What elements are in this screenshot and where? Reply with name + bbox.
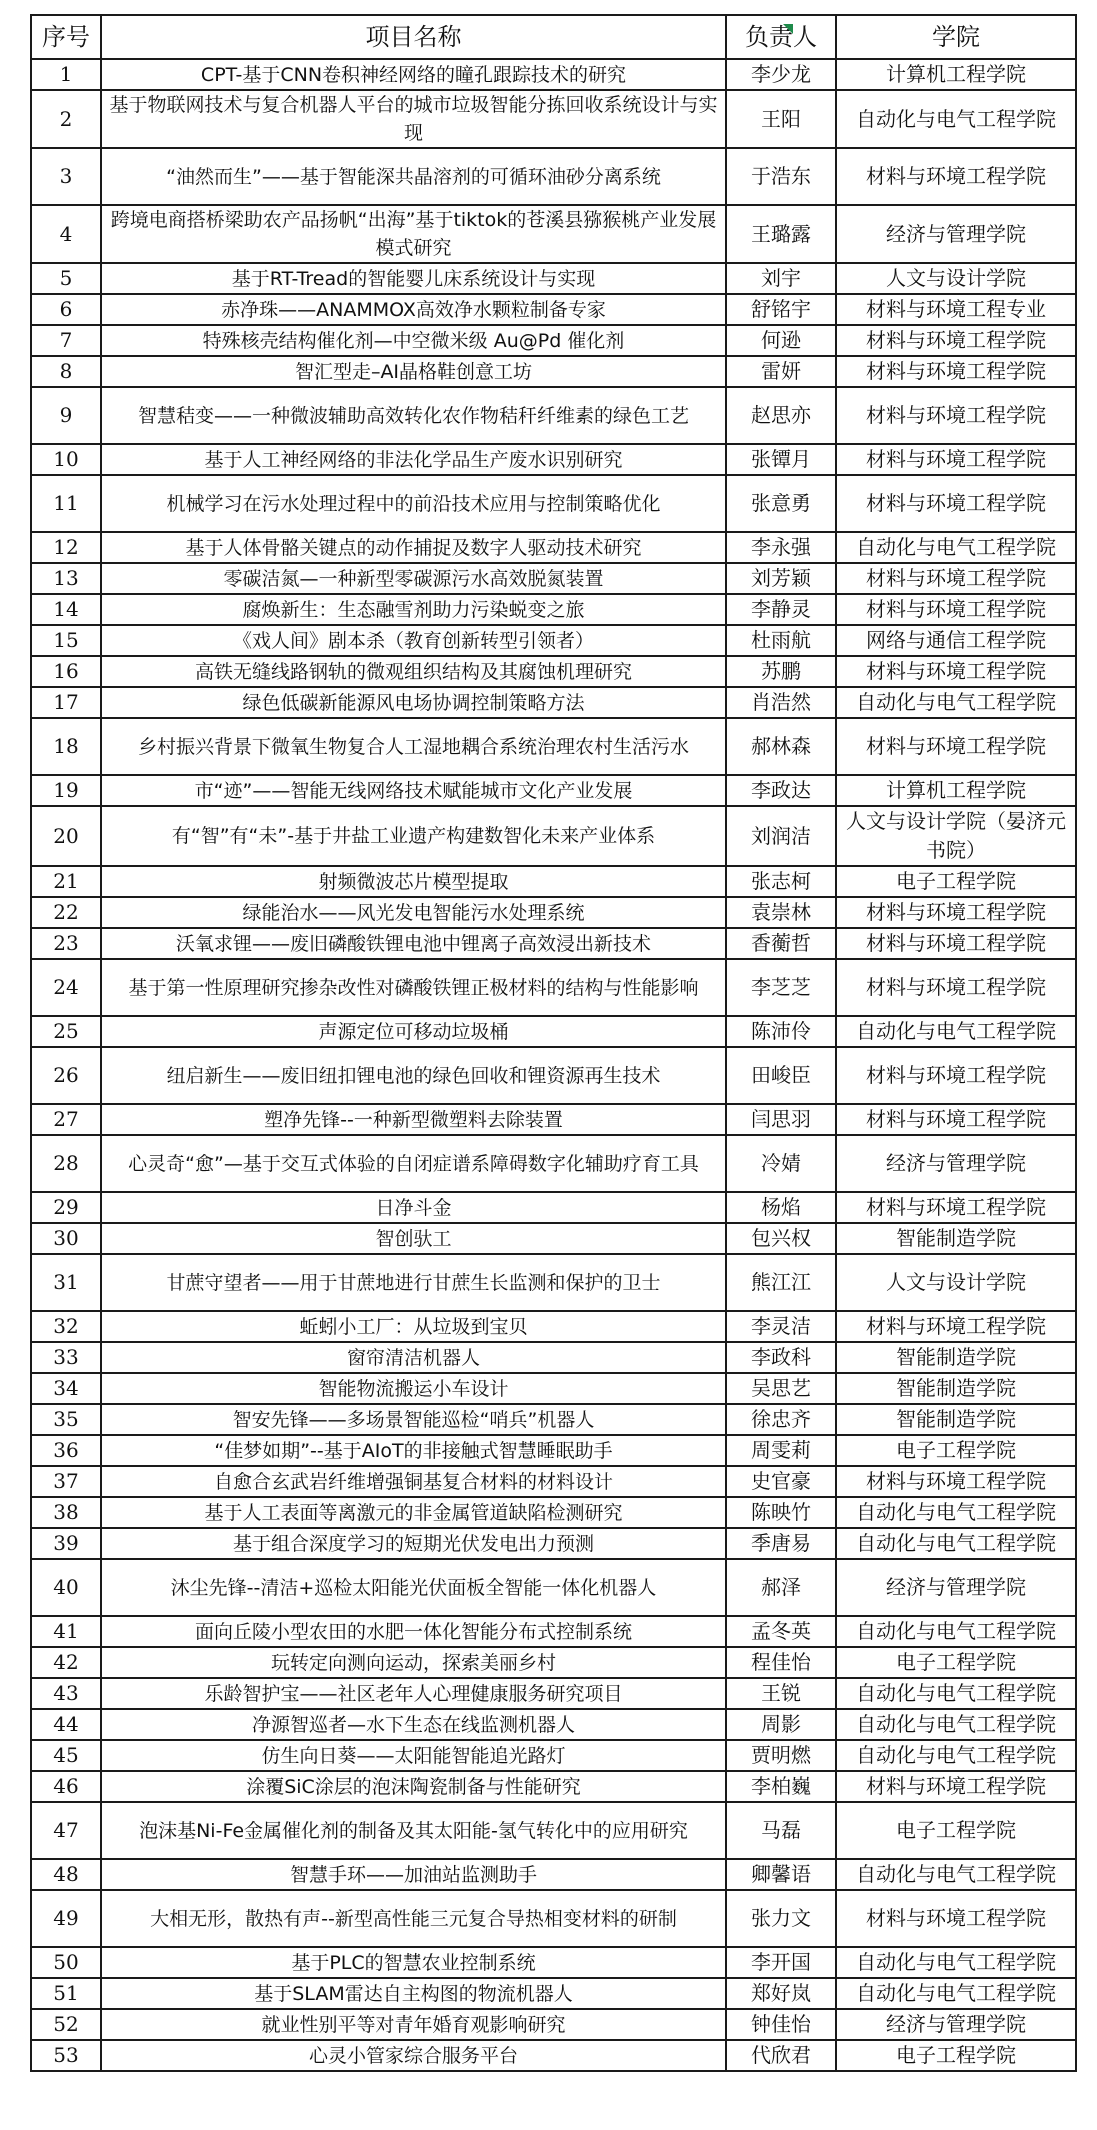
leader-cell: 刘润洁 (726, 806, 836, 866)
seq-cell: 1 (31, 59, 101, 90)
college-cell: 经济与管理学院 (836, 2009, 1076, 2040)
project-cell: 腐焕新生：生态融雪剂助力污染蜕变之旅 (101, 594, 726, 625)
leader-cell: 吴思艺 (726, 1373, 836, 1404)
table-row (31, 1528, 1076, 1559)
college-cell: 智能制造学院 (836, 1342, 1076, 1373)
college-cell: 智能制造学院 (836, 1223, 1076, 1254)
project-cell: 基于第一性原理研究掺杂改性对磷酸铁锂正极材料的结构与性能影响 (101, 959, 726, 1016)
seq-cell: 42 (31, 1647, 101, 1678)
leader-cell: 于浩东 (726, 148, 836, 205)
seq-cell: 44 (31, 1709, 101, 1740)
comment-indicator-icon (783, 24, 793, 34)
leader-cell: 张意勇 (726, 475, 836, 532)
table-row (31, 1678, 1076, 1709)
project-cell: 智安先锋——多场景智能巡检“哨兵”机器人 (101, 1404, 726, 1435)
leader-cell: 袁崇林 (726, 897, 836, 928)
table-row (31, 1016, 1076, 1047)
seq-cell: 39 (31, 1528, 101, 1559)
college-cell: 自动化与电气工程学院 (836, 1678, 1076, 1709)
table-row (31, 1709, 1076, 1740)
table-row (31, 387, 1076, 444)
leader-cell: 陈沛伶 (726, 1016, 836, 1047)
leader-cell: 贾明燃 (726, 1740, 836, 1771)
college-cell: 材料与环境工程学院 (836, 1466, 1076, 1497)
project-cell: 声源定位可移动垃圾桶 (101, 1016, 726, 1047)
project-cell: 高铁无缝线路钢轨的微观组织结构及其腐蚀机理研究 (101, 656, 726, 687)
seq-cell: 50 (31, 1947, 101, 1978)
header-project: 项目名称 (101, 15, 726, 59)
college-cell: 经济与管理学院 (836, 1559, 1076, 1616)
table-row (31, 1311, 1076, 1342)
college-cell: 自动化与电气工程学院 (836, 1616, 1076, 1647)
seq-cell: 4 (31, 205, 101, 263)
college-cell: 人文与设计学院 (836, 263, 1076, 294)
table-row (31, 294, 1076, 325)
leader-cell: 李政达 (726, 775, 836, 806)
college-cell: 自动化与电气工程学院 (836, 1497, 1076, 1528)
project-cell: 射频微波芯片模型提取 (101, 866, 726, 897)
college-cell: 材料与环境工程学院 (836, 1047, 1076, 1104)
table-row (31, 1947, 1076, 1978)
project-cell: 机械学习在污水处理过程中的前沿技术应用与控制策略优化 (101, 475, 726, 532)
leader-cell: 李柏巍 (726, 1771, 836, 1802)
college-cell: 电子工程学院 (836, 866, 1076, 897)
leader-cell: 程佳怡 (726, 1647, 836, 1678)
leader-cell: 代欣君 (726, 2040, 836, 2071)
project-cell: 基于人工神经网络的非法化学品生产废水识别研究 (101, 444, 726, 475)
table-row (31, 205, 1076, 263)
project-table (30, 14, 1077, 2072)
college-cell: 材料与环境工程学院 (836, 594, 1076, 625)
leader-cell: 李芝芝 (726, 959, 836, 1016)
college-cell: 经济与管理学院 (836, 1135, 1076, 1192)
college-cell: 电子工程学院 (836, 2040, 1076, 2071)
seq-cell: 5 (31, 263, 101, 294)
leader-cell: 钟佳怡 (726, 2009, 836, 2040)
college-cell: 电子工程学院 (836, 1647, 1076, 1678)
project-cell: 就业性别平等对青年婚育观影响研究 (101, 2009, 726, 2040)
table-row (31, 1342, 1076, 1373)
table-row (31, 356, 1076, 387)
project-cell: 蚯蚓小工厂：从垃圾到宝贝 (101, 1311, 726, 1342)
project-cell: 日净斗金 (101, 1192, 726, 1223)
table-body (31, 59, 1076, 2071)
seq-cell: 23 (31, 928, 101, 959)
seq-cell: 16 (31, 656, 101, 687)
college-cell: 自动化与电气工程学院 (836, 1528, 1076, 1559)
seq-cell: 28 (31, 1135, 101, 1192)
table-row (31, 1771, 1076, 1802)
project-cell: 零碳洁氮—一种新型零碳源污水高效脱氮装置 (101, 563, 726, 594)
project-cell: CPT-基于CNN卷积神经网络的瞳孔跟踪技术的研究 (101, 59, 726, 90)
project-cell: 仿生向日葵——太阳能智能追光路灯 (101, 1740, 726, 1771)
project-cell: “佳梦如期”--基于AIoT的非接触式智慧睡眠助手 (101, 1435, 726, 1466)
leader-cell: 郝泽 (726, 1559, 836, 1616)
table-row (31, 444, 1076, 475)
project-cell: 智能物流搬运小车设计 (101, 1373, 726, 1404)
seq-cell: 12 (31, 532, 101, 563)
table-row (31, 563, 1076, 594)
leader-cell: 苏鹏 (726, 656, 836, 687)
header-seq: 序号 (31, 15, 101, 59)
college-cell: 自动化与电气工程学院 (836, 1709, 1076, 1740)
table-row (31, 1192, 1076, 1223)
seq-cell: 41 (31, 1616, 101, 1647)
seq-cell: 13 (31, 563, 101, 594)
leader-cell: 刘芳颖 (726, 563, 836, 594)
table-row (31, 1435, 1076, 1466)
college-cell: 材料与环境工程学院 (836, 325, 1076, 356)
leader-cell: 季唐易 (726, 1528, 836, 1559)
college-cell: 自动化与电气工程学院 (836, 532, 1076, 563)
table-row (31, 1497, 1076, 1528)
project-cell: 甘蔗守望者——用于甘蔗地进行甘蔗生长监测和保护的卫士 (101, 1254, 726, 1311)
seq-cell: 15 (31, 625, 101, 656)
college-cell: 计算机工程学院 (836, 59, 1076, 90)
college-cell: 智能制造学院 (836, 1404, 1076, 1435)
leader-cell: 闫思羽 (726, 1104, 836, 1135)
leader-cell: 史官豪 (726, 1466, 836, 1497)
seq-cell: 47 (31, 1802, 101, 1859)
seq-cell: 21 (31, 866, 101, 897)
seq-cell: 30 (31, 1223, 101, 1254)
seq-cell: 2 (31, 90, 101, 148)
seq-cell: 17 (31, 687, 101, 718)
college-cell: 人文与设计学院（晏济元书院） (836, 806, 1076, 866)
project-cell: 面向丘陵小型农田的水肥一体化智能分布式控制系统 (101, 1616, 726, 1647)
header-leader: 负责人 (726, 15, 836, 59)
seq-cell: 43 (31, 1678, 101, 1709)
leader-cell: 郑好岚 (726, 1978, 836, 2009)
project-cell: 玩转定向测向运动，探索美丽乡村 (101, 1647, 726, 1678)
table-row (31, 1647, 1076, 1678)
seq-cell: 20 (31, 806, 101, 866)
project-cell: 基于组合深度学习的短期光伏发电出力预测 (101, 1528, 726, 1559)
leader-cell: 周影 (726, 1709, 836, 1740)
leader-cell: 何逊 (726, 325, 836, 356)
leader-cell: 舒铭宇 (726, 294, 836, 325)
seq-cell: 6 (31, 294, 101, 325)
college-cell: 经济与管理学院 (836, 205, 1076, 263)
table-row (31, 625, 1076, 656)
table-row (31, 263, 1076, 294)
college-cell: 材料与环境工程学院 (836, 1104, 1076, 1135)
project-cell: 塑净先锋--一种新型微塑料去除装置 (101, 1104, 726, 1135)
project-cell: 乐龄智护宝——社区老年人心理健康服务研究项目 (101, 1678, 726, 1709)
project-cell: 智慧手环——加油站监测助手 (101, 1859, 726, 1890)
seq-cell: 24 (31, 959, 101, 1016)
header-row (31, 15, 1076, 59)
leader-cell: 肖浩然 (726, 687, 836, 718)
college-cell: 材料与环境工程学院 (836, 1192, 1076, 1223)
leader-cell: 熊江江 (726, 1254, 836, 1311)
college-cell: 材料与环境工程学院 (836, 444, 1076, 475)
seq-cell: 51 (31, 1978, 101, 2009)
leader-cell: 张镡月 (726, 444, 836, 475)
project-cell: 绿能治水——风光发电智能污水处理系统 (101, 897, 726, 928)
leader-cell: 冷婧 (726, 1135, 836, 1192)
table-row (31, 2009, 1076, 2040)
table-row (31, 59, 1076, 90)
seq-cell: 31 (31, 1254, 101, 1311)
table-row (31, 1978, 1076, 2009)
college-cell: 自动化与电气工程学院 (836, 1859, 1076, 1890)
table-row (31, 866, 1076, 897)
college-cell: 电子工程学院 (836, 1802, 1076, 1859)
table-row (31, 959, 1076, 1016)
college-cell: 自动化与电气工程学院 (836, 1978, 1076, 2009)
leader-cell: 李灵洁 (726, 1311, 836, 1342)
leader-cell: 包兴权 (726, 1223, 836, 1254)
project-cell: 乡村振兴背景下微氧生物复合人工湿地耦合系统治理农村生活污水 (101, 718, 726, 775)
table-row (31, 656, 1076, 687)
seq-cell: 25 (31, 1016, 101, 1047)
college-cell: 自动化与电气工程学院 (836, 1947, 1076, 1978)
project-cell: 基于人工表面等离激元的非金属管道缺陷检测研究 (101, 1497, 726, 1528)
table-row (31, 90, 1076, 148)
project-cell: 《戏人间》剧本杀（教育创新转型引领者） (101, 625, 726, 656)
table-row (31, 1466, 1076, 1497)
table-row (31, 1559, 1076, 1616)
project-cell: 基于物联网技术与复合机器人平台的城市垃圾智能分拣回收系统设计与实现 (101, 90, 726, 148)
table-row (31, 1373, 1076, 1404)
college-cell: 材料与环境工程学院 (836, 475, 1076, 532)
table-row (31, 148, 1076, 205)
leader-cell: 陈映竹 (726, 1497, 836, 1528)
seq-cell: 9 (31, 387, 101, 444)
college-cell: 材料与环境工程学院 (836, 718, 1076, 775)
table-row (31, 532, 1076, 563)
leader-cell: 张志柯 (726, 866, 836, 897)
college-cell: 计算机工程学院 (836, 775, 1076, 806)
college-cell: 材料与环境工程学院 (836, 1890, 1076, 1947)
project-cell: 沐尘先锋--清洁+巡检太阳能光伏面板全智能一体化机器人 (101, 1559, 726, 1616)
leader-cell: 王锐 (726, 1678, 836, 1709)
college-cell: 自动化与电气工程学院 (836, 1016, 1076, 1047)
seq-cell: 33 (31, 1342, 101, 1373)
leader-cell: 李静灵 (726, 594, 836, 625)
seq-cell: 53 (31, 2040, 101, 2071)
seq-cell: 7 (31, 325, 101, 356)
leader-cell: 王璐露 (726, 205, 836, 263)
leader-cell: 马磊 (726, 1802, 836, 1859)
project-cell: 沃氧求锂——废旧磷酸铁锂电池中锂离子高效浸出新技术 (101, 928, 726, 959)
seq-cell: 45 (31, 1740, 101, 1771)
leader-cell: 李少龙 (726, 59, 836, 90)
project-cell: 智慧秸变——一种微波辅助高效转化农作物秸秆纤维素的绿色工艺 (101, 387, 726, 444)
leader-cell: 郝林森 (726, 718, 836, 775)
seq-cell: 29 (31, 1192, 101, 1223)
college-cell: 自动化与电气工程学院 (836, 687, 1076, 718)
leader-cell: 刘宇 (726, 263, 836, 294)
table-row (31, 928, 1076, 959)
header-college: 学院 (836, 15, 1076, 59)
seq-cell: 27 (31, 1104, 101, 1135)
college-cell: 自动化与电气工程学院 (836, 1740, 1076, 1771)
project-cell: 市“迹”——智能无线网络技术赋能城市文化产业发展 (101, 775, 726, 806)
seq-cell: 22 (31, 897, 101, 928)
college-cell: 材料与环境工程学院 (836, 656, 1076, 687)
table-row (31, 1740, 1076, 1771)
table-row (31, 1223, 1076, 1254)
project-cell: 赤净珠——ANAMMOX高效净水颗粒制备专家 (101, 294, 726, 325)
project-cell: 涂覆SiC涂层的泡沫陶瓷制备与性能研究 (101, 1771, 726, 1802)
table-row (31, 1802, 1076, 1859)
table-row (31, 1616, 1076, 1647)
project-cell: 自愈合玄武岩纤维增强铜基复合材料的材料设计 (101, 1466, 726, 1497)
leader-cell: 杜雨航 (726, 625, 836, 656)
leader-cell: 田峻臣 (726, 1047, 836, 1104)
leader-cell: 杨焰 (726, 1192, 836, 1223)
seq-cell: 19 (31, 775, 101, 806)
table-row (31, 1890, 1076, 1947)
seq-cell: 38 (31, 1497, 101, 1528)
seq-cell: 36 (31, 1435, 101, 1466)
project-cell: 大相无形，散热有声--新型高性能三元复合导热相变材料的研制 (101, 1890, 726, 1947)
leader-cell: 雷妍 (726, 356, 836, 387)
seq-cell: 26 (31, 1047, 101, 1104)
college-cell: 自动化与电气工程学院 (836, 90, 1076, 148)
leader-cell: 李政科 (726, 1342, 836, 1373)
project-cell: 泡沫基Ni-Fe金属催化剂的制备及其太阳能-氢气转化中的应用研究 (101, 1802, 726, 1859)
project-cell: 窗帘清洁机器人 (101, 1342, 726, 1373)
project-cell: 基于PLC的智慧农业控制系统 (101, 1947, 726, 1978)
table-row (31, 1135, 1076, 1192)
leader-cell: 周雯莉 (726, 1435, 836, 1466)
seq-cell: 40 (31, 1559, 101, 1616)
seq-cell: 3 (31, 148, 101, 205)
college-cell: 网络与通信工程学院 (836, 625, 1076, 656)
college-cell: 材料与环境工程学院 (836, 356, 1076, 387)
project-cell: 基于RT-Tread的智能婴儿床系统设计与实现 (101, 263, 726, 294)
leader-cell: 香蘅哲 (726, 928, 836, 959)
table-row (31, 1254, 1076, 1311)
leader-cell: 卿馨语 (726, 1859, 836, 1890)
project-cell: 净源智巡者—水下生态在线监测机器人 (101, 1709, 726, 1740)
seq-cell: 46 (31, 1771, 101, 1802)
college-cell: 电子工程学院 (836, 1435, 1076, 1466)
seq-cell: 35 (31, 1404, 101, 1435)
college-cell: 材料与环境工程学院 (836, 928, 1076, 959)
college-cell: 材料与环境工程学院 (836, 148, 1076, 205)
table-row (31, 718, 1076, 775)
college-cell: 材料与环境工程学院 (836, 387, 1076, 444)
leader-cell: 王阳 (726, 90, 836, 148)
project-cell: 纽启新生——废旧纽扣锂电池的绿色回收和锂资源再生技术 (101, 1047, 726, 1104)
college-cell: 材料与环境工程专业 (836, 294, 1076, 325)
seq-cell: 37 (31, 1466, 101, 1497)
college-cell: 材料与环境工程学院 (836, 897, 1076, 928)
college-cell: 材料与环境工程学院 (836, 563, 1076, 594)
table-row (31, 1104, 1076, 1135)
table-row (31, 897, 1076, 928)
college-cell: 材料与环境工程学院 (836, 1771, 1076, 1802)
seq-cell: 49 (31, 1890, 101, 1947)
table-row (31, 1404, 1076, 1435)
table-row (31, 2040, 1076, 2071)
project-cell: 基于人体骨骼关键点的动作捕捉及数字人驱动技术研究 (101, 532, 726, 563)
project-cell: 智汇型走–AI晶格鞋创意工坊 (101, 356, 726, 387)
project-cell: 跨境电商搭桥梁助农产品扬帆“出海”基于tiktok的苍溪县猕猴桃产业发展模式研究 (101, 205, 726, 263)
project-cell: 心灵奇“愈”—基于交互式体验的自闭症谱系障碍数字化辅助疗育工具 (101, 1135, 726, 1192)
project-cell: 绿色低碳新能源风电场协调控制策略方法 (101, 687, 726, 718)
table-row (31, 687, 1076, 718)
seq-cell: 10 (31, 444, 101, 475)
table-row (31, 1047, 1076, 1104)
seq-cell: 14 (31, 594, 101, 625)
leader-cell: 李开国 (726, 1947, 836, 1978)
table-row (31, 775, 1076, 806)
project-cell: 智创驮工 (101, 1223, 726, 1254)
project-cell: 有“智”有“未”-基于井盐工业遗产构建数智化未来产业体系 (101, 806, 726, 866)
college-cell: 材料与环境工程学院 (836, 959, 1076, 1016)
leader-cell: 赵思亦 (726, 387, 836, 444)
table-row (31, 475, 1076, 532)
leader-cell: 孟冬英 (726, 1616, 836, 1647)
leader-cell: 李永强 (726, 532, 836, 563)
seq-cell: 34 (31, 1373, 101, 1404)
table-row (31, 806, 1076, 866)
table-row (31, 1859, 1076, 1890)
project-cell: 特殊核壳结构催化剂—中空微米级 Au@Pd 催化剂 (101, 325, 726, 356)
seq-cell: 18 (31, 718, 101, 775)
project-cell: 心灵小管家综合服务平台 (101, 2040, 726, 2071)
seq-cell: 52 (31, 2009, 101, 2040)
seq-cell: 11 (31, 475, 101, 532)
leader-cell: 徐忠齐 (726, 1404, 836, 1435)
table-row (31, 594, 1076, 625)
college-cell: 人文与设计学院 (836, 1254, 1076, 1311)
college-cell: 智能制造学院 (836, 1373, 1076, 1404)
seq-cell: 32 (31, 1311, 101, 1342)
project-cell: 基于SLAM雷达自主构图的物流机器人 (101, 1978, 726, 2009)
college-cell: 材料与环境工程学院 (836, 1311, 1076, 1342)
project-cell: “油然而生”——基于智能深共晶溶剂的可循环油砂分离系统 (101, 148, 726, 205)
seq-cell: 8 (31, 356, 101, 387)
seq-cell: 48 (31, 1859, 101, 1890)
leader-cell: 张力文 (726, 1890, 836, 1947)
table-row (31, 325, 1076, 356)
